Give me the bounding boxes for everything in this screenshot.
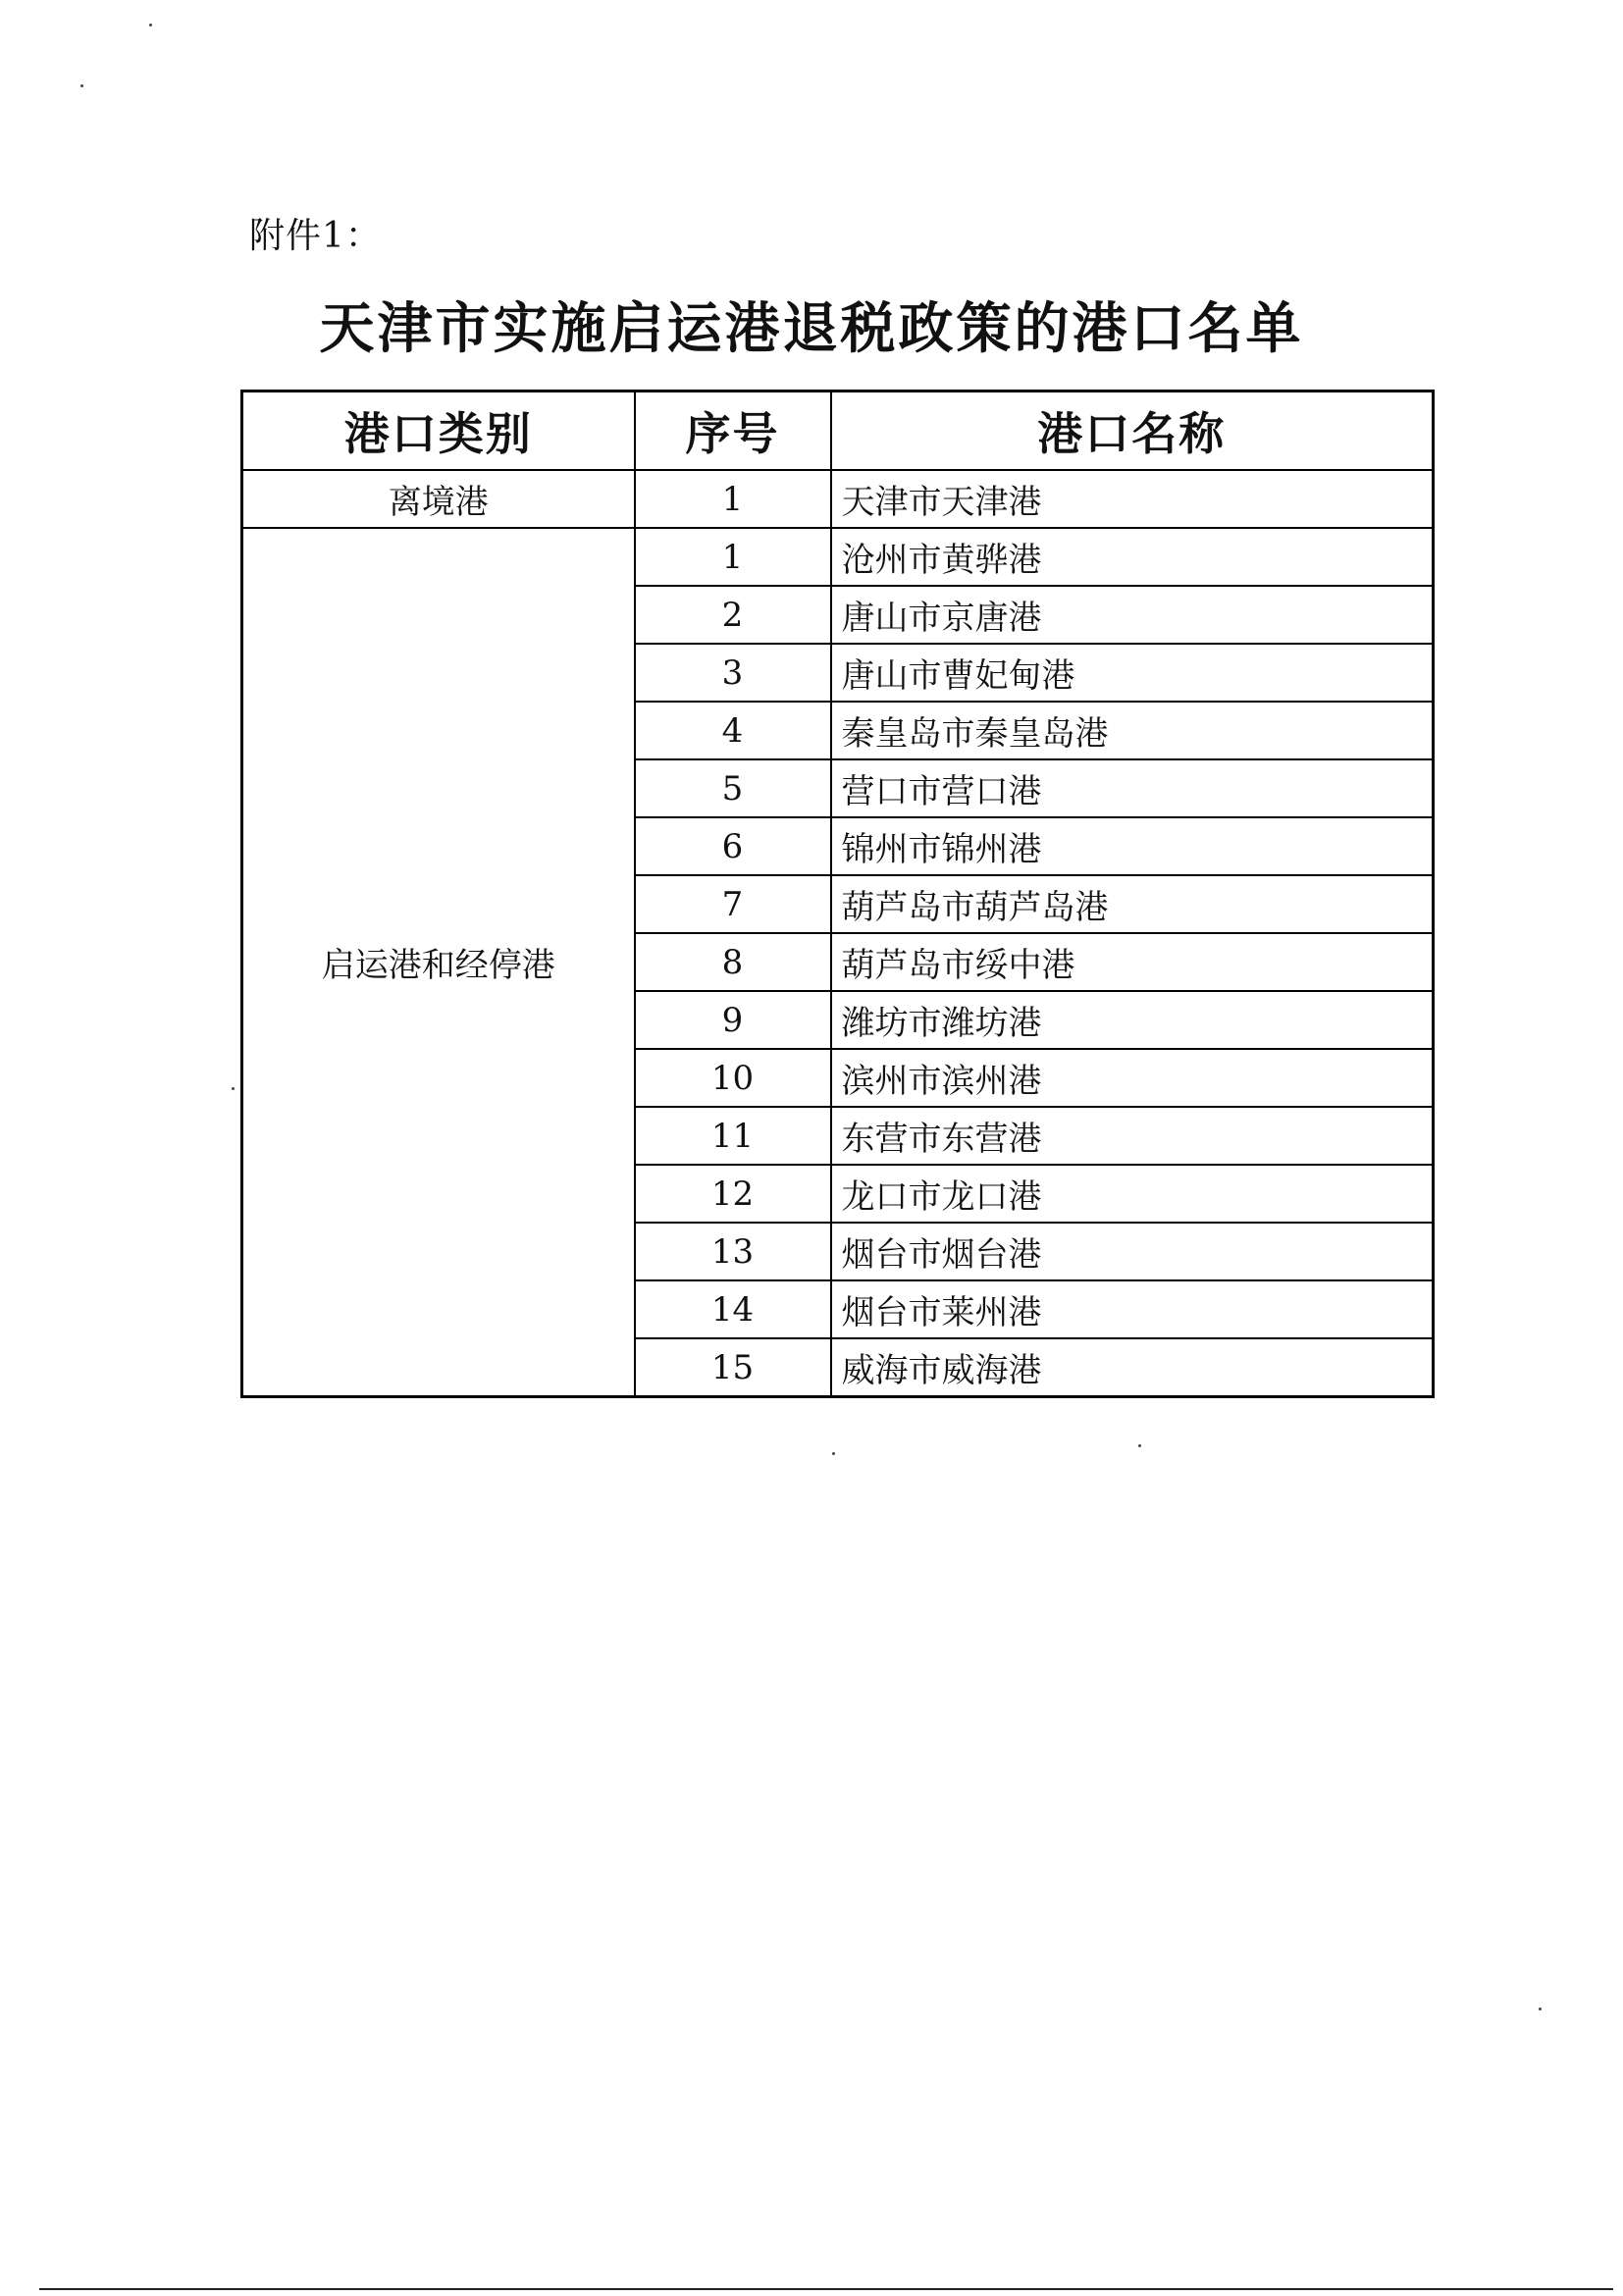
serial-number-cell: 4 [635, 702, 831, 759]
serial-number-cell: 11 [635, 1107, 831, 1165]
serial-number-cell: 2 [635, 586, 831, 644]
port-name-cell: 唐山市曹妃甸港 [831, 644, 1434, 702]
port-name-cell: 唐山市京唐港 [831, 586, 1434, 644]
scan-speck [232, 1087, 235, 1090]
scan-speck [80, 84, 83, 87]
scan-speck [1138, 1444, 1141, 1447]
port-name-cell: 潍坊市潍坊港 [831, 991, 1434, 1049]
header-port-name: 港口名称 [831, 391, 1434, 471]
port-name-cell: 滨州市滨州港 [831, 1049, 1434, 1107]
serial-number-cell: 1 [635, 470, 831, 528]
scan-speck [1539, 2008, 1542, 2010]
port-category-cell: 启运港和经停港 [242, 528, 635, 1397]
serial-number-cell: 12 [635, 1165, 831, 1223]
port-name-cell: 秦皇岛市秦皇岛港 [831, 702, 1434, 759]
serial-number-cell: 5 [635, 759, 831, 817]
serial-number-cell: 14 [635, 1280, 831, 1338]
port-name-cell: 龙口市龙口港 [831, 1165, 1434, 1223]
port-name-cell: 葫芦岛市葫芦岛港 [831, 875, 1434, 933]
serial-number-cell: 9 [635, 991, 831, 1049]
serial-number-cell: 8 [635, 933, 831, 991]
port-name-cell: 葫芦岛市绥中港 [831, 933, 1434, 991]
serial-number-cell: 13 [635, 1223, 831, 1280]
table-row [242, 470, 1434, 528]
header-serial-number: 序号 [635, 391, 831, 471]
port-name-cell: 烟台市烟台港 [831, 1223, 1434, 1280]
scan-speck [149, 24, 152, 26]
page-bottom-rule [39, 2288, 1613, 2290]
port-name-cell: 威海市威海港 [831, 1338, 1434, 1397]
port-name-cell: 天津市天津港 [831, 470, 1434, 528]
header-port-category: 港口类别 [242, 391, 635, 471]
table-body [242, 470, 1434, 1397]
document-title: 天津市实施启运港退税政策的港口名单 [319, 297, 1304, 361]
scan-speck [832, 1452, 835, 1455]
port-category-cell: 离境港 [242, 470, 635, 528]
serial-number-cell: 3 [635, 644, 831, 702]
port-name-cell: 烟台市莱州港 [831, 1280, 1434, 1338]
serial-number-cell: 6 [635, 817, 831, 875]
port-name-cell: 沧州市黄骅港 [831, 528, 1434, 586]
port-name-cell: 东营市东营港 [831, 1107, 1434, 1165]
port-name-cell: 锦州市锦州港 [831, 817, 1434, 875]
attachment-label: 附件1： [249, 216, 382, 256]
port-list-table [240, 390, 1435, 1398]
table-header-row [242, 391, 1434, 471]
table-row [242, 528, 1434, 586]
port-name-cell: 营口市营口港 [831, 759, 1434, 817]
serial-number-cell: 1 [635, 528, 831, 586]
serial-number-cell: 7 [635, 875, 831, 933]
serial-number-cell: 10 [635, 1049, 831, 1107]
serial-number-cell: 15 [635, 1338, 831, 1397]
